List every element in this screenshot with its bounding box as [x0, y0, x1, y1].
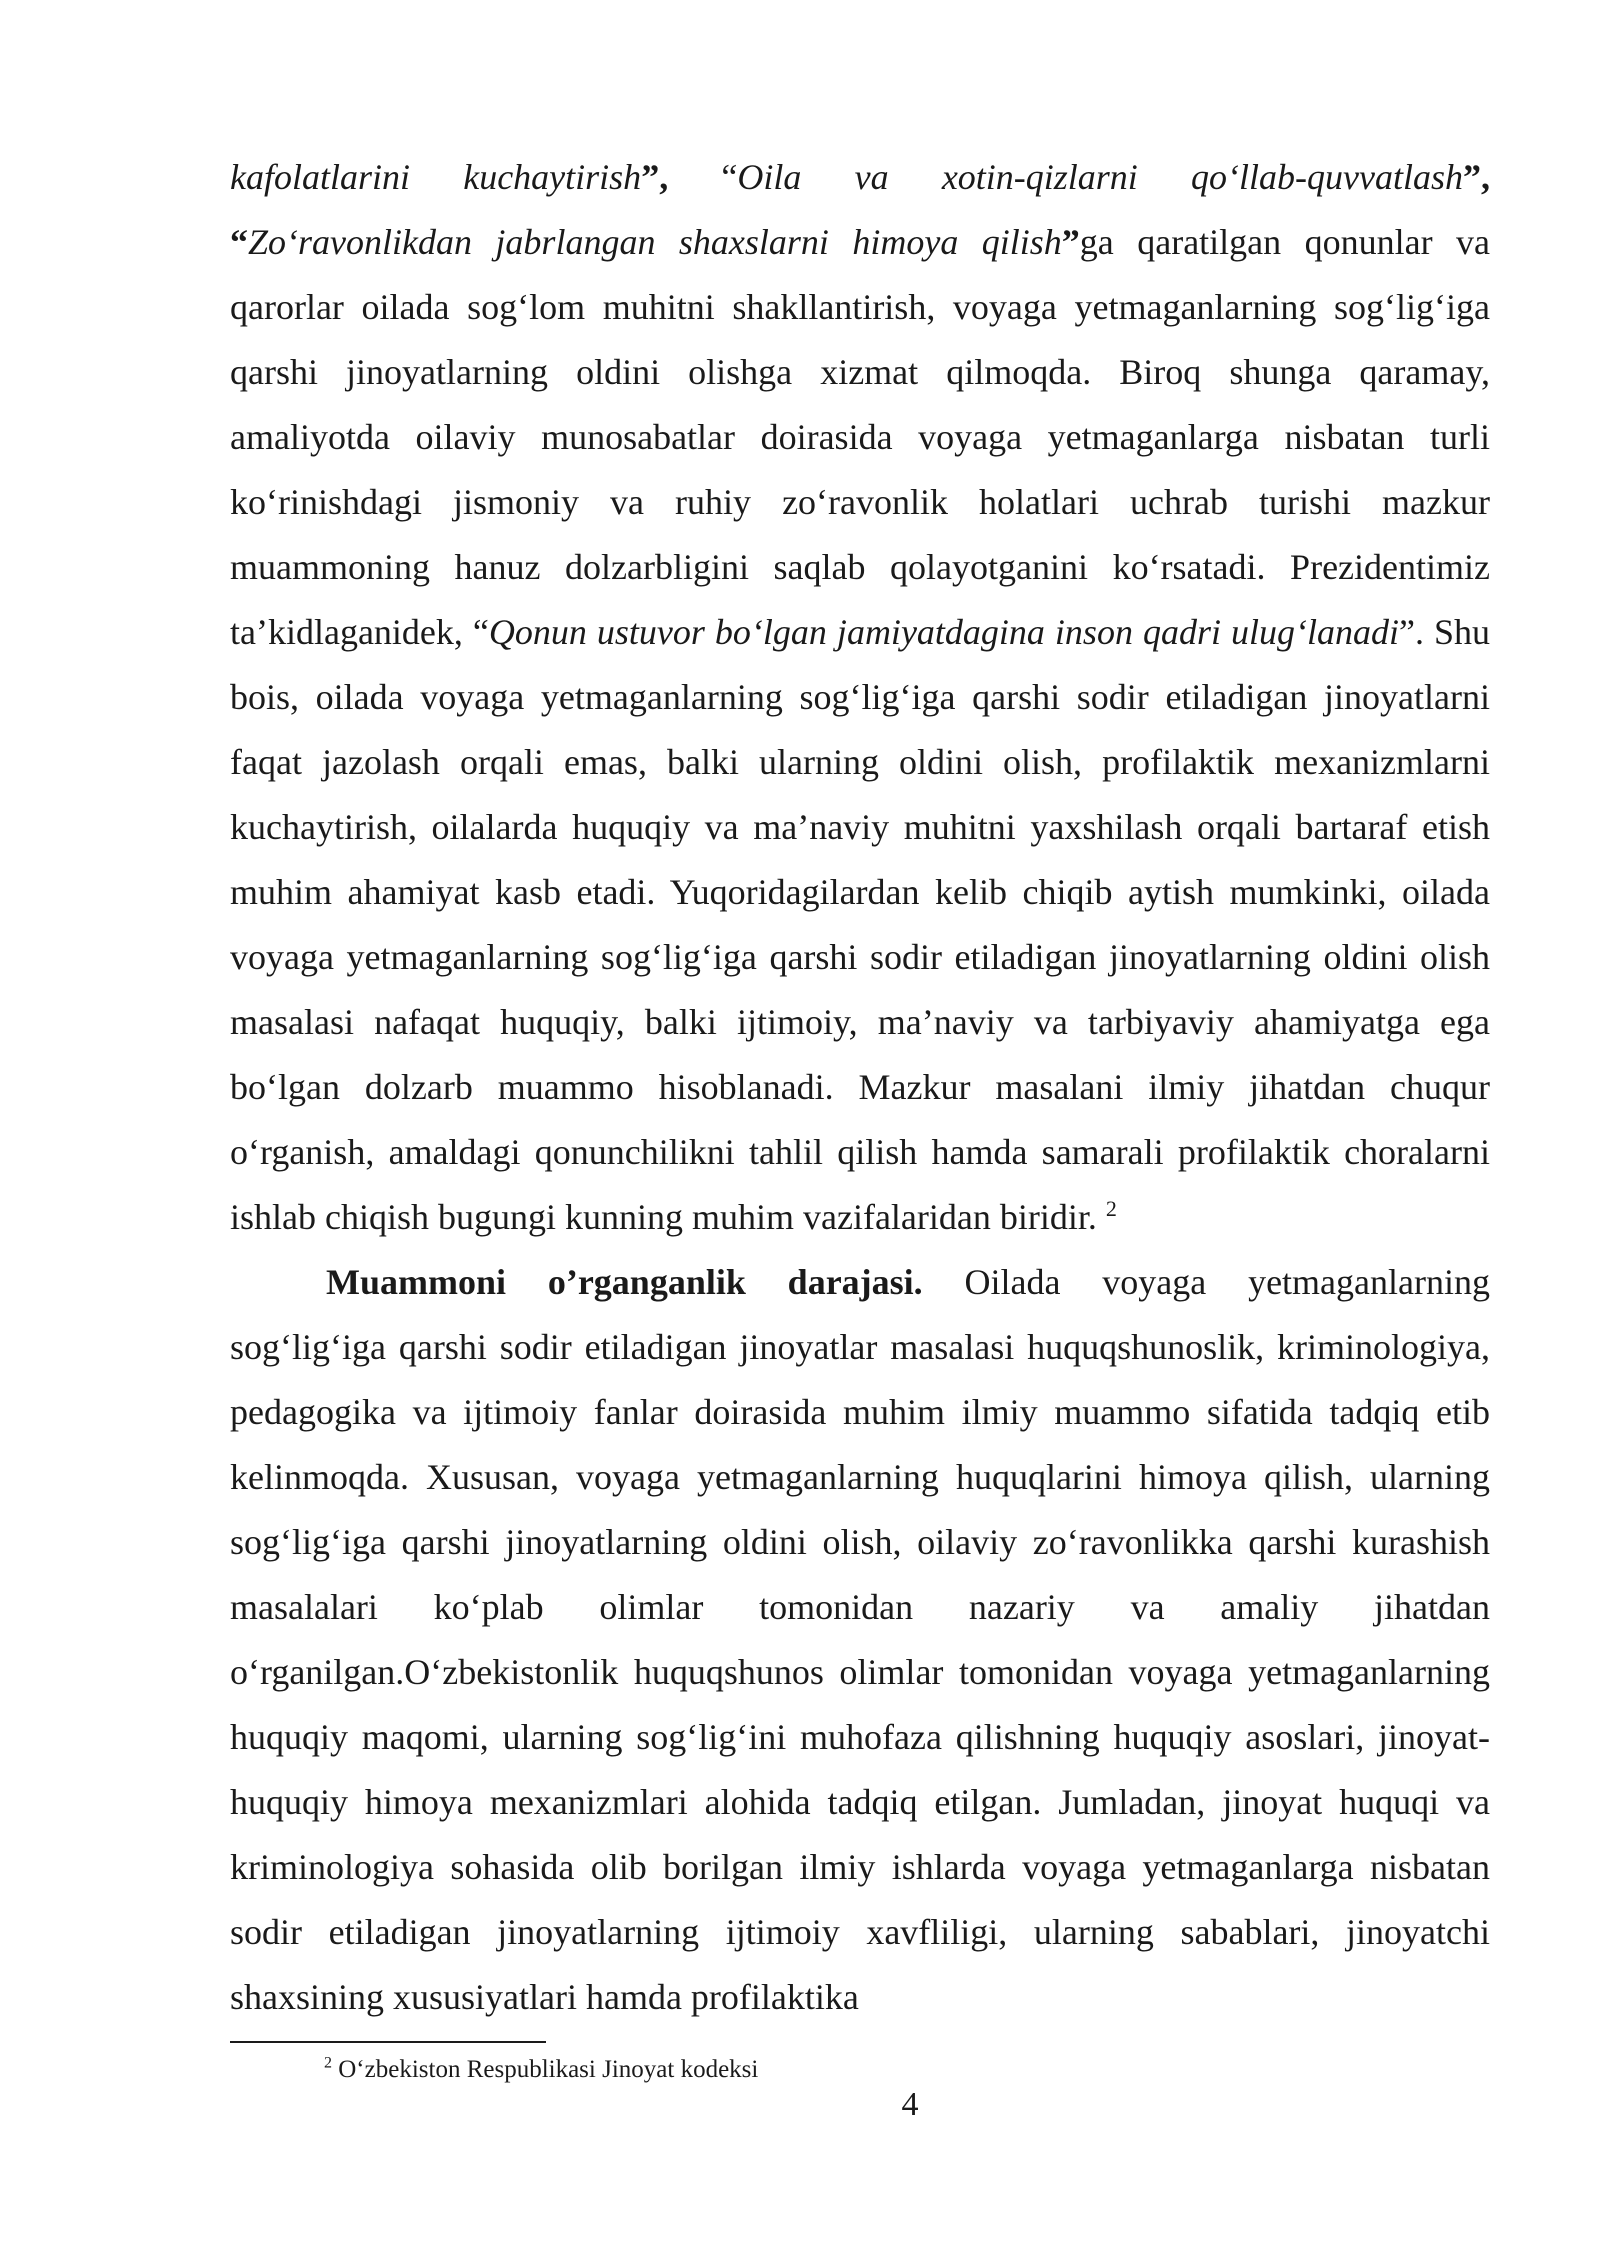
- paragraph-text: ga qaratilgan qonunlar va qarorlar oilada sog‘lom muhitni shakllantirish, voyaga yetmaganlarning sog‘lig‘iga qarshi jinoyatlarning oldini olishga xizmat qilmoqda. Biroq shunga qaramay, amaliyotda oilaviy munosabatlar doirasida voyaga yetmaganlarga nisbatan turli ko‘rinishdagi jismoniy va ruhiy zo‘ravonlik holatlari uchrab turishi mazkur muammoning hanuz dolzarbligini saqlab qolayotganini ko‘rsatadi. Prezidentimiz ta’kidlaganidek, “: [230, 222, 1490, 652]
- bold-quote: ”,: [1462, 157, 1490, 197]
- footnote-reference[interactable]: 2: [1105, 1196, 1117, 1221]
- page-body: [230, 145, 1490, 2030]
- paragraph-research-level: [230, 1250, 1490, 2030]
- bold-quote: ”: [1061, 222, 1080, 262]
- bold-quote: “: [230, 222, 248, 262]
- paragraph-text: ”. Shu bois, oilada voyaga yetmaganlarning sog‘lig‘iga qarshi sodir etiladigan jinoyatlarni faqat jazolash orqali emas, balki ularning oldini olish, profilaktik mexanizmlarni kuchaytirish, oilalarda huquqiy va ma’naviy muhitni yaxshilash orqali bartaraf etish muhim ahamiyat kasb etadi. Yuqoridagilardan kelib chiqib aytish mumkinki, oilada voyaga yetmaganlarning sog‘lig‘iga qarshi sodir etiladigan jinoyatlarning oldini olish masalasi nafaqat huquqiy, balki ijtimoiy, ma’naviy va tarbiyaviy ahamiyatga ega bo‘lgan dolzarb muammo hisoblanadi. Mazkur masalani ilmiy jihatdan chuqur o‘rganish, amaldagi qonunchilikni tahlil qilish hamda samarali profilaktik choralarni ishlab chiqish bugungi kunning muhim vazifalaridan biridir.: [230, 612, 1490, 1237]
- italic-phrase: Zo‘ravonlikdan jabrlangan shaxslarni himoya qilish: [248, 222, 1062, 262]
- italic-phrase: Oila va xotin-qizlarni qo‘llab-quvvatlash: [737, 157, 1463, 197]
- footnote-separator: [230, 2041, 546, 2043]
- bold-quote: ”,: [641, 157, 669, 197]
- page-number: 4: [901, 2086, 919, 2123]
- paragraph-text: “: [668, 157, 738, 197]
- section-heading: Muammoni o’rganganlik darajasi.: [326, 1262, 923, 1302]
- footnote-text: O‘zbekiston Respublikasi Jinoyat kodeksi: [332, 2056, 759, 2083]
- footnote: [324, 2052, 758, 2088]
- footnote-mark: 2: [324, 2054, 332, 2072]
- italic-phrase: kafolatlarini kuchaytirish: [230, 157, 642, 197]
- paragraph-text: Oilada voyaga yetmaganlarning sog‘lig‘iga qarshi sodir etiladigan jinoyatlar masalasi huquqshunoslik, kriminologiya, pedagogika va ijtimoiy fanlar doirasida muhim ilmiy muammo sifatida tadqiq etib kelinmoqda. Xususan, voyaga yetmaganlarning huquqlarini himoya qilish, ularning sog‘lig‘iga qarshi jinoyatlarning oldini olish, oilaviy zo‘ravonlikka qarshi kurashish masalalari ko‘plab olimlar tomonidan nazariy va amaliy jihatdan o‘rganilgan.O‘zbekistonlik huquqshunos olimlar tomonidan voyaga yetmaganlarning huquqiy maqomi, ularning sog‘lig‘ini muhofaza qilishning huquqiy asoslari, jinoyat-huquqiy himoya mexanizmlari alohida tadqiq etilgan. Jumladan, jinoyat huquqi va kriminologiya sohasida olib borilgan ilmiy ishlarda voyaga yetmaganlarga nisbatan sodir etiladigan jinoyatlarning ijtimoiy xavfliligi, ularning sabablari, jinoyatchi shaxsining xususiyatlari hamda profilaktika: [230, 1262, 1490, 2017]
- paragraph-intro-continued: [230, 145, 1490, 1250]
- italic-quotation: Qonun ustuvor bo‘lgan jamiyatdagina inson qadri ulug‘lanadi: [488, 612, 1399, 652]
